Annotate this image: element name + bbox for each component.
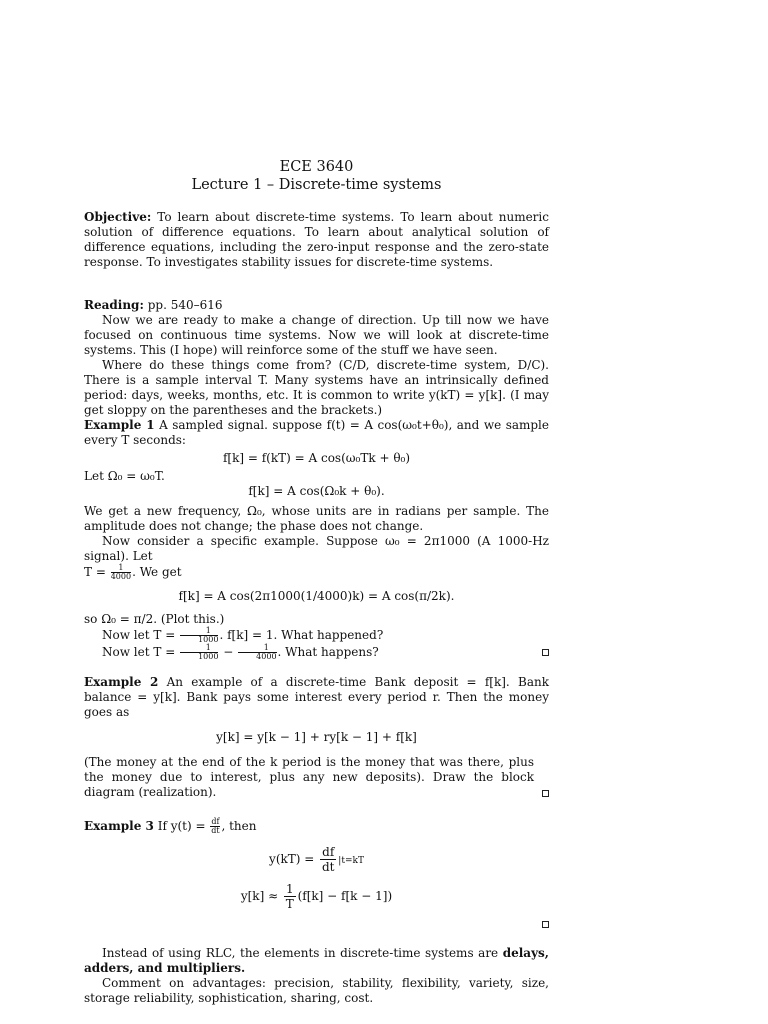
eq1-evaluation: |t=kT	[338, 856, 364, 866]
eq1-lhs: y(kT) =	[269, 852, 315, 866]
example3-equation-2	[84, 882, 549, 911]
qed-square-icon	[542, 649, 549, 656]
example1-so-line: so Ω₀ = π/2. (Plot this.)	[84, 612, 225, 626]
example2-text: An example of a discrete-time Bank deposit = f[k]. Bank balance = y[k]. Bank pays some interest every period r. Then the money goes as	[84, 675, 549, 719]
example1-label: Example 1	[84, 418, 155, 432]
closing-text: Instead of using RLC, the elements in discrete-time systems are	[102, 946, 499, 960]
fraction-denominator: dt	[211, 826, 220, 835]
let-diff-prefix: Now let T =	[102, 645, 176, 659]
example3-label: Example 3	[84, 819, 154, 833]
closing-paragraph-2: Comment on advantages: precision, stability, flexibility, variety, size, storage reliability, sophistication, sharing, cost.	[84, 976, 549, 1005]
fraction-denominator: 4000	[256, 652, 277, 661]
fraction-1-1000-b	[180, 644, 218, 661]
fraction-1-4000-b	[238, 644, 276, 661]
eq2-rhs: (f[k] − f[k − 1])	[297, 889, 393, 903]
example3-prefix: If y(t) =	[157, 819, 206, 833]
period-prefix: T =	[84, 565, 106, 579]
closing-bold: delays, adders, and multipliers.	[84, 946, 549, 975]
lecture-title: Lecture 1 – Discrete-time systems	[191, 177, 442, 193]
intro-paragraph-2: Where do these things come from? (C/D, discrete-time system, D/C). There is a sample interval T. Many systems have an intrinsically defined period: days, weeks, months, etc. It is common to write y(kT) = y[k]. (I may get sloppy on the parentheses and the brackets.)	[84, 358, 549, 417]
example3-paragraph	[84, 818, 549, 835]
lecture-page	[84, 158, 549, 1006]
fraction-denominator: dt	[321, 860, 335, 874]
qed-square-icon	[542, 921, 549, 928]
example2-paragraph	[84, 675, 549, 720]
example2-after-row	[84, 755, 549, 800]
example1-period-line	[84, 564, 549, 581]
example1-paragraph	[84, 418, 549, 448]
fraction-denominator: 1000	[198, 652, 219, 661]
fraction-numerator: df	[322, 845, 335, 859]
fraction-numerator: 1	[180, 627, 218, 636]
example2-label: Example 2	[84, 675, 159, 689]
let-1000-prefix: Now let T =	[102, 628, 176, 642]
fraction-df-dt	[210, 818, 220, 835]
fraction-numerator: 1	[285, 882, 294, 896]
fraction-numerator: df	[211, 817, 220, 826]
example1-equation-3: f[k] = A cos(2π1000(1/4000)k) = A cos(π/2k).	[178, 589, 455, 603]
derivative-fraction	[320, 845, 336, 874]
closing-paragraph-1	[84, 946, 549, 976]
example1-paragraph-freq: We get a new frequency, Ω₀, whose units are in radians per sample. The amplitude does not change; the phase does not change.	[84, 504, 549, 533]
example1-text: A sampled signal. suppose f(t) = A cos(ω₀t+θ₀), and we sample every T seconds:	[84, 418, 550, 447]
reading-line	[84, 298, 549, 313]
fraction-numerator: 1	[238, 644, 276, 653]
example1-paragraph-specific: Now consider a specific example. Suppose ω₀ = 2π1000 (A 1000-Hz signal). Let	[84, 534, 549, 563]
reading-label: Reading:	[84, 298, 144, 312]
eq2-lhs: y[k] ≈	[240, 889, 279, 903]
fraction-numerator: 1	[111, 564, 131, 573]
fraction-denominator: 4000	[110, 572, 132, 581]
let-diff-suffix: . What happens?	[277, 645, 379, 659]
example3-qed	[84, 917, 549, 932]
fraction-denominator: 1000	[198, 635, 219, 644]
example1-let-difference-row	[84, 644, 549, 661]
reading-pages: pp. 540–616	[147, 298, 223, 312]
example2-after: (The money at the end of the k period is the money that was there, plus the money due to interest, plus any new deposits). Draw the block diagram (realization).	[84, 755, 534, 799]
course-title: ECE 3640	[279, 159, 354, 175]
period-suffix: . We get	[132, 565, 182, 579]
qed-square-icon	[542, 790, 549, 797]
one-over-t-fraction	[284, 882, 296, 911]
example3-equation-1	[84, 845, 549, 874]
fraction-denominator: T	[285, 897, 294, 911]
objective-text: To learn about discrete-time systems. To learn about numeric solution of difference equations. To learn about analytical solution of difference equations, including the zero-input response and the zero-state response. To investigates stability issues for discrete-time systems.	[84, 210, 549, 269]
example1-let-difference	[84, 644, 379, 661]
example1-equation-2: f[k] = A cos(Ω₀k + θ₀).	[248, 484, 385, 498]
fraction-1-1000	[180, 627, 218, 644]
example3-suffix: , then	[221, 819, 257, 833]
fraction-numerator: 1	[180, 644, 218, 653]
objective-label: Objective:	[84, 210, 152, 224]
example1-let: Let Ω₀ = ω₀T.	[84, 469, 165, 483]
objective-paragraph	[84, 210, 549, 270]
fraction-1-4000	[111, 564, 131, 581]
intro-paragraph-1: Now we are ready to make a change of direction. Up till now we have focused on continuous time systems. Now we will look at discrete-time systems. This (I hope) will reinforce some of the stuff we have seen.	[84, 313, 549, 357]
let-1000-suffix: . f[k] = 1. What happened?	[219, 628, 384, 642]
minus-sign: −	[223, 645, 234, 659]
example1-let-1000	[84, 627, 549, 644]
example1-equation-1: f[k] = f(kT) = A cos(ω₀Tk + θ₀)	[222, 451, 411, 465]
example2-equation: y[k] = y[k − 1] + ry[k − 1] + f[k]	[216, 730, 417, 744]
